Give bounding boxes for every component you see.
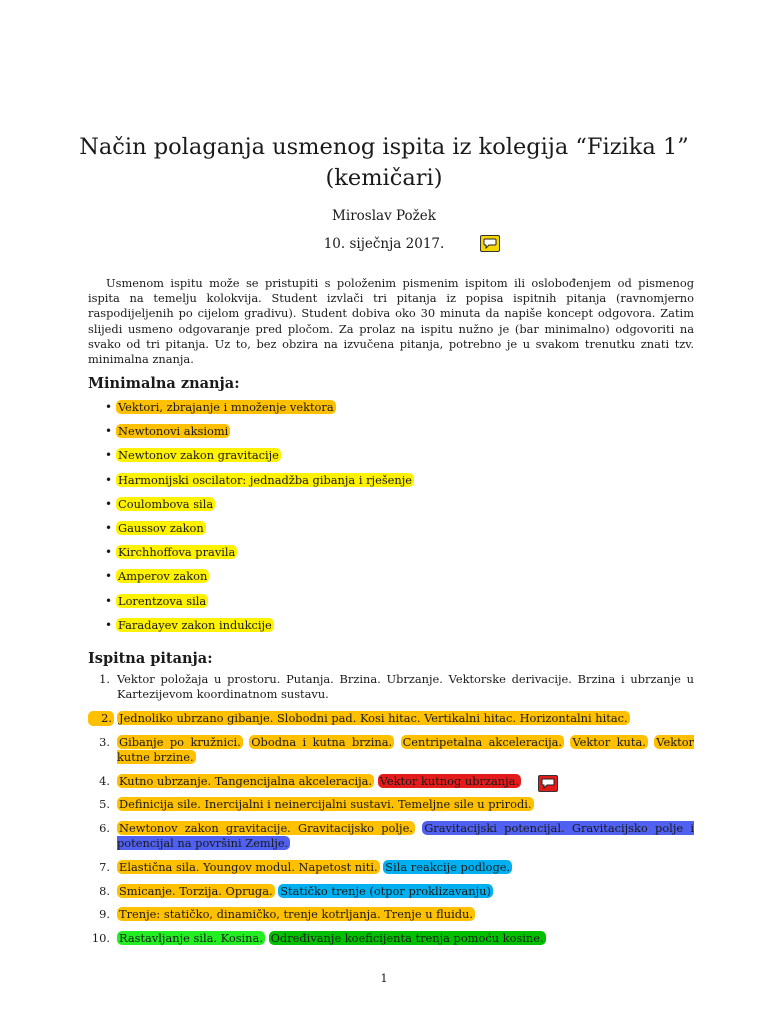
question-number: 2. [88, 711, 114, 726]
bullet-icon: • [105, 593, 113, 608]
bullet-icon: • [105, 545, 113, 560]
list-item [88, 907, 694, 922]
comment-icon[interactable] [480, 235, 500, 252]
page-number: 1 [380, 971, 388, 985]
highlight: Elastična sila. Youngov modul. Napetost niti. [119, 859, 378, 874]
question-number: 9. [99, 907, 110, 922]
list-item [88, 821, 694, 851]
list-item [88, 931, 694, 946]
highlight: Newtonovi aksiomi [118, 424, 229, 439]
list-item [88, 884, 694, 899]
highlight: Vektor kutne brzine. [117, 734, 694, 764]
list-item [105, 424, 414, 448]
question-number: 8. [99, 883, 110, 898]
question-number: 1. [99, 672, 110, 686]
list-item [105, 497, 414, 521]
list-item [105, 448, 414, 472]
comment-icon[interactable] [538, 775, 558, 792]
bullet-icon: • [105, 496, 113, 511]
list-item [105, 594, 414, 618]
exam-questions-list [88, 672, 694, 955]
list-item [88, 672, 694, 702]
list-item [88, 774, 694, 789]
list-item [105, 618, 414, 642]
bullet-icon: • [105, 472, 113, 487]
list-item [105, 400, 414, 424]
highlight: Obodna i kutna brzina. [251, 734, 393, 749]
highlight: Vektor kutnog ubrzanja. [379, 773, 520, 788]
minimal-knowledge-list [105, 400, 414, 642]
question-number: 5. [99, 797, 110, 812]
question-text: Vektor položaja u prostoru. Putanja. Brzina. Ubrzanje. Vektorske derivacije. Brzina i ubrzanje u Kartezijevom koordinatnom sustavu. [117, 672, 694, 702]
list-item [88, 797, 694, 812]
bullet-icon: • [105, 424, 113, 439]
highlight: Kutno ubrzanje. Tangencijalna akceleracija. [119, 773, 373, 788]
highlight: Definicija sile. Inercijalni i neinercijalni sustavi. Temeljne sile u prirodi. [119, 797, 532, 812]
section-heading-minimal: Minimalna znanja: [88, 375, 240, 392]
question-number: 7. [99, 859, 110, 874]
highlight: Amperov zakon [118, 569, 208, 584]
highlight: Kirchhoffova pravila [118, 545, 236, 560]
highlight: Centripetalna akceleracija. [402, 734, 563, 749]
speech-bubble-icon [483, 238, 497, 249]
highlight: Faradayev zakon indukcije [118, 617, 272, 632]
highlight: Trenje: statičko, dinamičko, trenje kotrljanja. Trenje u fluidu. [119, 907, 473, 922]
highlight: Vektori, zbrajanje i množenje vektora [118, 400, 334, 414]
highlight: Harmonijski oscilator: jednadžba gibanja i rješenje [118, 472, 413, 487]
list-item [105, 521, 414, 545]
highlight: Vektor kuta. [572, 734, 646, 749]
list-item [88, 711, 694, 726]
question-number: 3. [99, 734, 110, 749]
highlight: Gaussov zakon [118, 520, 204, 535]
highlight: Jednoliko ubrzano gibanje. Slobodni pad. Kosi hitac. Vertikalni hitac. Horizontalni hitac. [119, 710, 628, 725]
list-item [105, 545, 414, 569]
bullet-icon: • [105, 400, 113, 414]
question-number: 6. [99, 820, 110, 835]
section-heading-questions: Ispitna pitanja: [88, 650, 213, 667]
document-title: Način polaganja usmenog ispita iz kolegija “Fizika 1” (kemičari) [79, 134, 689, 191]
highlight: Gibanje po kružnici. [119, 734, 241, 749]
bullet-icon: • [105, 569, 113, 584]
bullet-icon: • [105, 617, 113, 632]
highlight: Smicanje. Torzija. Opruga. [119, 883, 273, 898]
highlight: Rastavljanje sila. Kosina. [119, 930, 263, 945]
list-item [105, 569, 414, 593]
abstract-paragraph: Usmenom ispitu može se pristupiti s položenim pismenim ispitom ili oslobođenjem od pismenog ispita na temelju kolokvija. Student izvlači tri pitanja iz popisa ispitnih pitanja (ravnomjerno raspodijeljenih po cijelom gradivu). Student dobiva oko 30 minuta da napiše koncept odgovora. Zatim slijedi usmeno odgovaranje pred pločom. Za prolaz na ispitu nužno je (bar minimalno) odgovoriti na svako od tri pitanja. Uz to, bez obzira na izvučena pitanja, potrebno je u svakom trenutku znati tzv. minimalna znanja. [88, 276, 694, 367]
author: Miroslav Požek [332, 208, 436, 224]
date: 10. siječnja 2017. [323, 236, 445, 252]
bullet-icon: • [105, 520, 113, 535]
highlight: Coulombova sila [118, 496, 214, 511]
list-item [88, 860, 694, 875]
list-item [105, 473, 414, 497]
list-item [88, 735, 694, 765]
highlight: Lorentzova sila [118, 593, 207, 608]
bullet-icon: • [105, 448, 113, 463]
highlight: Sila reakcije podloge. [385, 859, 511, 874]
question-number: 10. [91, 930, 110, 945]
question-number: 4. [99, 773, 110, 788]
highlight: Statičko trenje (otpor proklizavanju) [280, 883, 491, 898]
highlight: Određivanje koeficijenta trenja pomoću kosine. [270, 930, 544, 945]
highlight: Newtonov zakon gravitacije [118, 448, 279, 463]
highlight: Newtonov zakon gravitacije. Gravitacijsko polje. [119, 820, 413, 835]
highlight: Gravitacijski potencijal. Gravitacijsko polje i potencijal na površini Zemlje. [117, 820, 694, 851]
speech-bubble-icon [541, 778, 555, 789]
